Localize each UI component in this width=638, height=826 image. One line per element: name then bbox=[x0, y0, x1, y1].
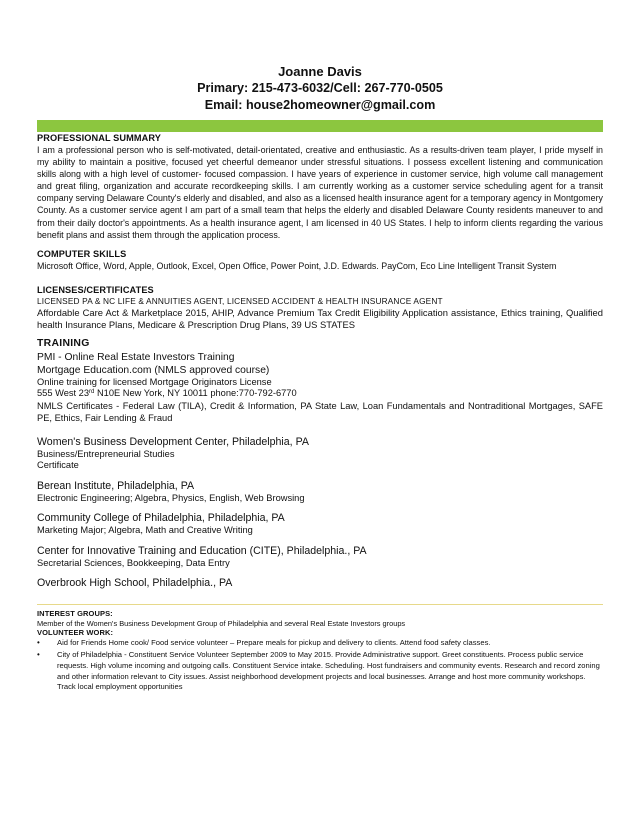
education-detail: Certificate bbox=[37, 460, 79, 471]
training-heading: TRAINING bbox=[37, 337, 90, 349]
interests-text: Member of the Women's Business Development Group of Philadelphia and several Real Estate Investors groups bbox=[37, 618, 406, 628]
volunteer-item bbox=[37, 650, 603, 692]
address-part: N10E New York, NY 10011 phone:770-792-6770 bbox=[94, 388, 297, 399]
skills-section bbox=[37, 248, 603, 272]
volunteer-item-text: City of Philadelphia - Constituent Service Volunteer September 2009 to May 2015. Provide Administrative support. Greet constituents. Process public service requests. High volume incoming and outgoing calls. Constituent Service intake. Scheduling. Host fundraisers and community events. Research and record zoning and other information relevant to City issues. Assist neighborhood development projects and local businesses. Arrange and host more community workshops. Track local employment opportunities bbox=[57, 650, 600, 692]
education-entry bbox=[37, 479, 603, 505]
education-institution: Women's Business Development Center, Philadelphia, PA bbox=[37, 435, 309, 448]
training-section bbox=[37, 337, 603, 424]
email-address: Email: house2homeowner@gmail.com bbox=[204, 98, 436, 112]
summary-text: I am a professional person who is self-motivated, detail-orientated, creative and enthusiastic. As a results-driven team player, I pride myself in my ability to maintain a positive, focused yet cheerful demeanor under stressful situations. I possess excellent listening and communication skills along with a high level of customer- focused compassion. I have years of experience in customer service, high volume call management and great filing, organization and accurate recordkeeping skills. I am currently working as a customer service scheduling agent for a transit company serving Delaware County's elderly and disabled, and also as a licensed health insurance agent for a temporary agency in Montgomery County. As a customer service agent I am part of a small team that helps the elderly and disabled Delaware County residents maneuver to and from their daily doctor's appointments. As a health insurance agent, I am licensed in 40 US States. I help to inform clients regarding the various benefit plans and assist them through the application process. bbox=[37, 145, 603, 240]
skills-text: Microsoft Office, Word, Apple, Outlook, Excel, Open Office, Power Point, J.D. Edwards. PayCom, Eco Line Intelligent Transit System bbox=[37, 260, 557, 271]
interests-heading: INTEREST GROUPS: bbox=[37, 609, 113, 619]
licenses-heading: LICENSES/CERTIFICATES bbox=[37, 284, 154, 295]
education-entry bbox=[37, 435, 603, 472]
licenses-line: LICENSED PA & NC LIFE & ANNUITIES AGENT, LICENSED ACCIDENT & HEALTH INSURANCE AGENT bbox=[37, 295, 443, 306]
training-pmi: PMI - Online Real Estate Investors Training bbox=[37, 351, 235, 363]
address-superscript: rd bbox=[89, 389, 95, 396]
applicant-name: Joanne Davis bbox=[278, 64, 362, 79]
education-entry bbox=[37, 576, 603, 590]
training-online: Online training for licensed Mortgage Originators License bbox=[37, 376, 272, 387]
education-detail: Electronic Engineering; Algebra, Physics, English, Web Browsing bbox=[37, 492, 305, 503]
address-part: 555 West 23 bbox=[37, 388, 90, 399]
volunteer-heading: VOLUNTEER WORK: bbox=[37, 628, 114, 638]
education-section bbox=[37, 435, 603, 591]
summary-section bbox=[37, 132, 603, 241]
education-institution: Community College of Philadelphia, Philadelphia, PA bbox=[37, 512, 285, 525]
training-address bbox=[37, 388, 603, 400]
summary-heading: PROFESSIONAL SUMMARY bbox=[37, 133, 161, 143]
education-detail: Secretarial Sciences, Bookkeeping, Data Entry bbox=[37, 557, 230, 568]
section-divider bbox=[37, 604, 603, 605]
volunteer-item-text: Aid for Friends Home cook/ Food service volunteer – Prepare meals for pickup and delivery to clients. Attend food safety classes. bbox=[57, 637, 491, 647]
resume-page bbox=[37, 64, 603, 693]
header-accent-bar bbox=[37, 120, 603, 132]
phone-numbers: Primary: 215-473-6032/Cell: 267-770-0505 bbox=[197, 81, 443, 95]
education-institution: Berean Institute, Philadelphia, PA bbox=[37, 479, 195, 492]
education-institution: Center for Innovative Training and Education (CITE), Philadelphia., PA bbox=[37, 544, 367, 557]
licenses-section bbox=[37, 284, 603, 331]
certificates-text: Affordable Care Act & Marketplace 2015, AHIP, Advance Premium Tax Credit Eligibility Application assistance, Ethics training, Qualified health Insurance Plans, Medicare & Prescription Drug Plans, 39 US STATES bbox=[37, 306, 603, 330]
skills-heading: COMPUTER SKILLS bbox=[37, 248, 127, 259]
training-nmls: NMLS Certificates - Federal Law (TILA), Credit & Information, PA State Law, Loan Fundamentals and Nontraditional Mortgages, SAFE PE, Ethics, Fair Lending & Fraud bbox=[37, 400, 603, 423]
bullet-icon: • bbox=[37, 637, 40, 647]
interests-section bbox=[37, 609, 603, 693]
volunteer-item bbox=[37, 638, 603, 649]
education-entry bbox=[37, 511, 603, 537]
education-detail: Marketing Major; Algebra, Math and Creative Writing bbox=[37, 525, 253, 536]
education-detail: Business/Entrepreneurial Studies bbox=[37, 448, 175, 459]
training-mortgage: Mortgage Education.com (NMLS approved course) bbox=[37, 364, 270, 376]
bullet-icon: • bbox=[37, 650, 40, 660]
volunteer-list bbox=[37, 638, 603, 693]
education-institution: Overbrook High School, Philadelphia., PA bbox=[37, 577, 233, 590]
resume-header bbox=[37, 64, 603, 114]
education-entry bbox=[37, 544, 603, 570]
